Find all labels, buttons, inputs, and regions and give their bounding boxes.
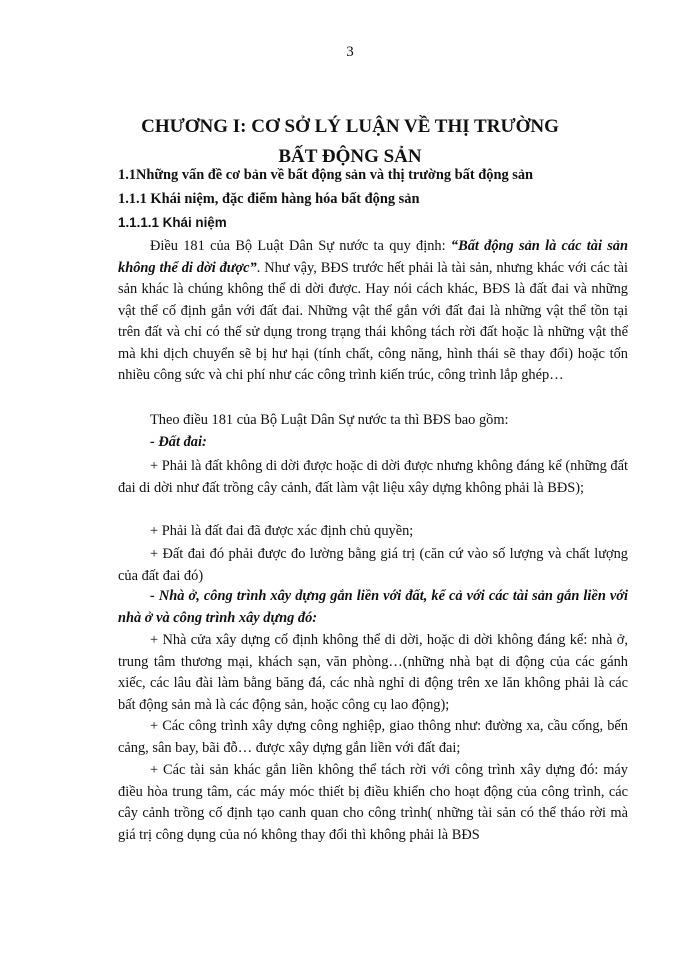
land-item: + Phải là đất không di dời được hoặc di dời được nhưng không đáng kể (những đất đai di dời như đất trồng cây cảnh, đất làm vật liệu xây dựng không phải là BĐS); (118, 458, 628, 496)
section-heading-1-1-1: 1.1.1 Khái niệm, đặc điểm hàng hóa bất động sản (118, 191, 420, 207)
land-item: + Đất đai đó phải được đo lường bằng giá trị (căn cứ vào số lượng và chất lượng của đất đai đó) (118, 546, 628, 584)
subheading-buildings: - Nhà ở, công trình xây dựng gắn liền với đất, kể cả với các tài sản gắn liền với nhà ở và công trình xây dựng đó: (118, 588, 628, 626)
paragraph-definition-rest: . Như vậy, BĐS trước hết phải là tài sản, nhưng khác với các tài sản khác là chúng không thể di dời được. Hay nói cách khác, BĐS là đất đai và những vật thể cố định gắn với đất đai. Những vật thể gắn với đất đai là những vật thể tồn tại trên đất và chỉ có thể sử dụng trong trạng thái không tách rời đất hoặc là những vật thể mà khi dịch chuyển sẽ bị hư hại (tính chất, công năng, hình thái sẽ thay đổi) hoặc tốn nhiều công sức và chi phí như các công trình kiến trúc, công trình lắp ghép… (118, 259, 628, 383)
subheading-land: - Đất đai: (150, 434, 207, 450)
building-item: + Nhà cửa xây dựng cố định không thể di dời, hoặc di dời không đáng kể: nhà ở, trung tâm thương mại, khách sạn, văn phòng…(những nhà bạt di động của các gánh xiếc, các lâu đài làm bằng băng đá, các nhà nghỉ di động trên xe lăn không phải là các bất động sản mà là các động sản, hoặc công cụ lao động); (118, 632, 628, 713)
chapter-title (0, 112, 700, 172)
chapter-title-line-1: CHƯƠNG I: CƠ SỞ LÝ LUẬN VỀ THỊ TRƯỜNG (141, 116, 559, 137)
section-heading-1-1-1-1: 1.1.1.1 Khái niệm (118, 215, 227, 230)
land-item: + Phải là đất đai đã được xác định chủ quyền; (150, 523, 414, 539)
building-item: + Các tài sản khác gắn liền không thể tách rời với công trình xây dựng đó: máy điều hòa trung tâm, các máy móc thiết bị điều khiển cho hoạt động của công trình, các cây cảnh trồng cố định tạo canh quan cho công trình( những tài sản có thể tháo rời mà giá trị công dụng của nó không thay đổi thì không phải là BĐS (118, 762, 628, 843)
building-item: + Các công trình xây dựng công nghiệp, giao thông như: đường xa, cầu cống, bến cảng, sân bay, bãi đỗ… được xây dựng gắn liền với đất đai; (118, 718, 628, 756)
paragraph-definition-start: Điều 181 của Bộ Luật Dân Sự nước ta quy định: (150, 238, 451, 254)
legal-definition-quote: “Bất động sản là các tài sản không thể di dời được” (118, 238, 629, 276)
chapter-title-line-2: BẤT ĐỘNG SẢN (278, 146, 422, 167)
section-heading-1-1: 1.1Những vấn đề cơ bản về bất động sản và thị trường bất động sản (118, 167, 534, 183)
paragraph-includes: Theo điều 181 của Bộ Luật Dân Sự nước ta thì BĐS bao gồm: (150, 412, 509, 428)
page-number: 3 (346, 44, 354, 60)
paragraph-definition (118, 236, 628, 387)
